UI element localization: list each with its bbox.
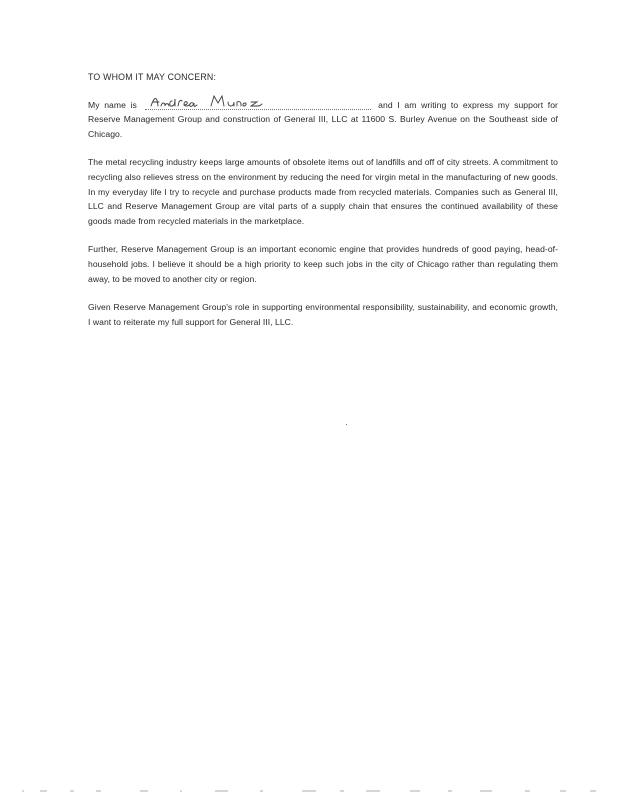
intro-paragraph — [88, 97, 558, 142]
scan-edge-artifact — [0, 788, 618, 794]
intro-suffix: and I am writing to express my support for Reserve Management Group and construction of General III, LLC at 11600 S. Burley Avenue on the Southeast side of Chicago. — [88, 99, 558, 139]
closing-paragraph: Given Reserve Management Group's role in supporting environmental responsibility, sustainability, and economic growth, I want to reiterate my full support for General III, LLC. — [88, 302, 558, 327]
letter-body — [88, 70, 558, 343]
greeting: TO WHOM IT MAY CONCERN: — [88, 72, 217, 82]
intro-prefix: My name is — [88, 99, 137, 110]
handwritten-signature-icon — [145, 93, 371, 111]
signature-name — [145, 92, 147, 93]
jobs-paragraph: Further, Reserve Management Group is an important economic engine that provides hundreds of good paying, head-of-household jobs. I believe it should be a high priority to keep such jobs in the city of Chicago rather than regulating them away, to be moved to another city or region. — [88, 244, 558, 284]
signature-field — [145, 97, 371, 110]
recycling-paragraph: The metal recycling industry keeps large amounts of obsolete items out of landfills and off of city streets. A commitment to recycling also relieves stress on the environment by reducing the need for virgin metal in the manufacturing of new goods. In my everyday life I try to recycle and purchase products made from recycled materials. Companies such as General III, LLC and Reserve Management Group are vital parts of a supply chain that ensures the continued availability of these goods made from recycled materials in the marketplace. — [88, 157, 558, 226]
stray-mark — [346, 424, 347, 425]
